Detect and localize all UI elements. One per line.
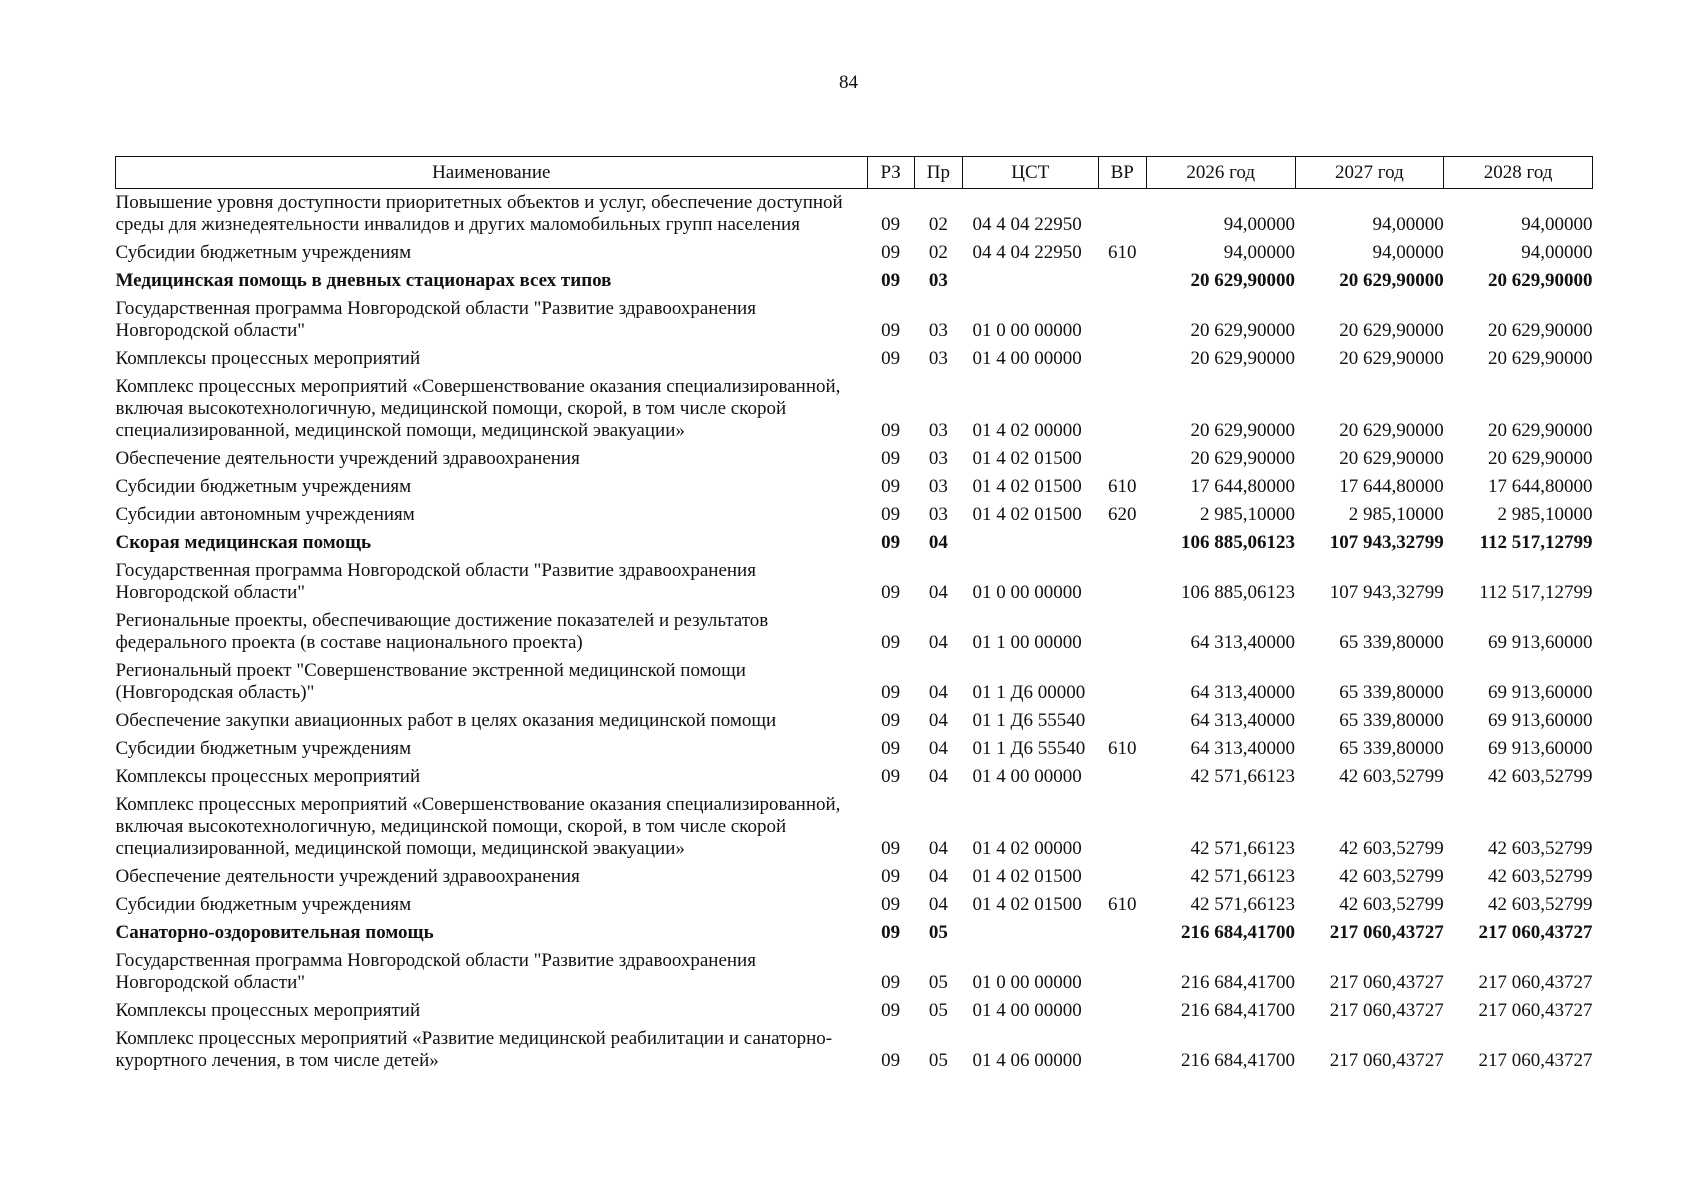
- row-vr: 610: [1107, 738, 1137, 759]
- row-2028: 20 629,90000: [1488, 348, 1593, 369]
- row-cst: [962, 267, 1098, 295]
- row-vr: [1098, 763, 1146, 791]
- header-2028: 2028 год: [1444, 157, 1593, 189]
- row-pr: 04: [928, 582, 948, 603]
- table-row: [116, 473, 1593, 501]
- row-rz: 09: [881, 242, 901, 263]
- row-cst: [962, 919, 1098, 947]
- row-cst: 04 4 04 22950: [972, 214, 1082, 235]
- row-pr: 04: [928, 632, 948, 653]
- table-row: [116, 445, 1593, 473]
- table-row: [116, 707, 1593, 735]
- row-name: Обеспечение деятельности учреждений здравоохранения: [115, 866, 580, 887]
- row-vr: 610: [1107, 242, 1137, 263]
- row-rz: 09: [881, 348, 901, 369]
- row-2026: 64 313,40000: [1190, 632, 1296, 653]
- header-cst: ЦСТ: [962, 157, 1098, 189]
- row-cst: 01 1 Д6 55540: [972, 710, 1086, 731]
- row-vr: 610: [1107, 476, 1137, 497]
- row-vr: [1098, 295, 1146, 345]
- row-name: Региональные проекты, обеспечивающие достижение показателей и результатов федерального проекта (в составе национального проекта): [115, 610, 769, 653]
- row-rz: 09: [881, 582, 901, 603]
- row-2028: 217 060,43727: [1478, 972, 1593, 993]
- row-pr: 03: [928, 348, 948, 369]
- row-rz: 09: [881, 894, 901, 915]
- row-cst: 01 4 02 01500: [972, 448, 1082, 469]
- row-2028: 42 603,52799: [1488, 766, 1593, 787]
- row-cst: 01 4 00 00000: [972, 766, 1082, 787]
- row-name: Медицинская помощь в дневных стационарах всех типов: [115, 270, 612, 291]
- table-row: [116, 189, 1593, 240]
- row-name: Обеспечение закупки авиационных работ в целях оказания медицинской помощи: [115, 710, 777, 731]
- row-pr: 05: [928, 1000, 948, 1021]
- row-2026: 20 629,90000: [1190, 320, 1296, 341]
- row-2027: 20 629,90000: [1339, 420, 1444, 441]
- row-2026: 20 629,90000: [1190, 448, 1296, 469]
- row-pr: 04: [928, 766, 948, 787]
- row-vr: [1098, 529, 1146, 557]
- header-pr: Пр: [914, 157, 962, 189]
- row-2027: 65 339,80000: [1339, 710, 1444, 731]
- row-pr: 03: [928, 420, 948, 441]
- row-2028: 217 060,43727: [1478, 922, 1593, 943]
- table-row: [116, 295, 1593, 345]
- table-row: [116, 791, 1593, 863]
- row-2028: 69 913,60000: [1488, 632, 1593, 653]
- table-header-row: [116, 157, 1593, 189]
- row-pr: 03: [928, 270, 948, 291]
- row-rz: 09: [881, 632, 901, 653]
- row-cst: 01 0 00 00000: [972, 972, 1082, 993]
- row-name: Государственная программа Новгородской области "Развитие здравоохранения Новгородской области": [115, 950, 756, 993]
- row-2027: 94,00000: [1372, 242, 1444, 263]
- row-vr: [1098, 1025, 1146, 1075]
- row-vr: [1098, 707, 1146, 735]
- row-2027: 17 644,80000: [1339, 476, 1444, 497]
- row-2026: 64 313,40000: [1190, 738, 1296, 759]
- row-pr: 03: [928, 476, 948, 497]
- table-row: [116, 891, 1593, 919]
- row-name: Субсидии бюджетным учреждениям: [115, 894, 412, 915]
- row-cst: 01 4 02 00000: [972, 420, 1082, 441]
- row-2027: 42 603,52799: [1339, 894, 1444, 915]
- row-pr: 03: [928, 504, 948, 525]
- row-2026: 42 571,66123: [1190, 894, 1296, 915]
- row-2028: 42 603,52799: [1488, 866, 1593, 887]
- header-vr: ВР: [1098, 157, 1146, 189]
- row-rz: 09: [881, 532, 901, 553]
- row-vr: 610: [1107, 894, 1137, 915]
- table-row: [116, 1025, 1593, 1075]
- row-2026: 216 684,41700: [1181, 972, 1296, 993]
- row-2026: 216 684,41700: [1181, 922, 1296, 943]
- row-cst: 01 1 Д6 55540: [972, 738, 1086, 759]
- row-2028: 94,00000: [1521, 214, 1593, 235]
- row-rz: 09: [881, 420, 901, 441]
- row-name: Региональный проект "Совершенствование экстренной медицинской помощи (Новгородская область)": [115, 660, 746, 703]
- row-vr: [1098, 657, 1146, 707]
- page-number: 84: [839, 72, 858, 93]
- row-name: Скорая медицинская помощь: [115, 532, 372, 553]
- row-2028: 69 913,60000: [1488, 682, 1593, 703]
- row-2028: 112 517,12799: [1479, 582, 1593, 603]
- row-pr: 04: [928, 838, 948, 859]
- row-vr: [1098, 345, 1146, 373]
- row-vr: [1098, 267, 1146, 295]
- row-pr: 04: [928, 532, 948, 553]
- row-rz: 09: [881, 766, 901, 787]
- row-2027: 107 943,32799: [1329, 532, 1444, 553]
- row-pr: 05: [928, 972, 948, 993]
- row-rz: 09: [881, 448, 901, 469]
- row-rz: 09: [881, 320, 901, 341]
- row-vr: [1098, 607, 1146, 657]
- row-2027: 20 629,90000: [1339, 270, 1444, 291]
- table-row: [116, 919, 1593, 947]
- row-2028: 20 629,90000: [1488, 448, 1593, 469]
- row-pr: 02: [928, 242, 948, 263]
- row-2027: 42 603,52799: [1339, 838, 1444, 859]
- row-2027: 94,00000: [1372, 214, 1444, 235]
- row-vr: [1098, 373, 1146, 445]
- row-name: Комплексы процессных мероприятий: [115, 1000, 421, 1021]
- table-body: [116, 189, 1593, 1076]
- row-name: Субсидии автономным учреждениям: [115, 504, 415, 525]
- row-cst: 01 4 02 00000: [972, 838, 1082, 859]
- row-name: Государственная программа Новгородской области "Развитие здравоохранения Новгородской области": [115, 560, 756, 603]
- row-name: Комплексы процессных мероприятий: [115, 348, 421, 369]
- row-2027: 217 060,43727: [1329, 1050, 1444, 1071]
- row-pr: 02: [928, 214, 948, 235]
- header-name: Наименование: [116, 157, 868, 189]
- row-2026: 94,00000: [1223, 242, 1296, 263]
- row-2026: 20 629,90000: [1190, 348, 1296, 369]
- row-name: Повышение уровня доступности приоритетных объектов и услуг, обеспечение доступной среды для жизнедеятельности инвалидов и других маломобильных групп населения: [115, 192, 843, 235]
- row-2027: 2 985,10000: [1348, 504, 1444, 525]
- row-name: Субсидии бюджетным учреждениям: [115, 242, 412, 263]
- row-2026: 42 571,66123: [1190, 866, 1296, 887]
- row-pr: 04: [928, 866, 948, 887]
- row-pr: 04: [928, 738, 948, 759]
- row-vr: [1098, 947, 1146, 997]
- row-rz: 09: [881, 1000, 901, 1021]
- header-2026: 2026 год: [1146, 157, 1295, 189]
- row-rz: 09: [881, 972, 901, 993]
- table-row: [116, 863, 1593, 891]
- row-vr: 620: [1107, 504, 1137, 525]
- table-row: [116, 607, 1593, 657]
- row-cst: 01 1 Д6 00000: [972, 682, 1086, 703]
- row-rz: 09: [881, 738, 901, 759]
- row-2026: 106 885,06123: [1181, 582, 1296, 603]
- header-rz: РЗ: [867, 157, 914, 189]
- row-rz: 09: [881, 682, 901, 703]
- row-rz: 09: [881, 1050, 901, 1071]
- row-2026: 20 629,90000: [1190, 420, 1296, 441]
- row-2027: 20 629,90000: [1339, 448, 1444, 469]
- row-rz: 09: [881, 476, 901, 497]
- row-cst: 01 0 00 00000: [972, 582, 1082, 603]
- row-name: Комплекс процессных мероприятий «Совершенствование оказания специализированной, включая высокотехнологичную, медицинской помощи, скорой, в том числе скорой специализированной, медицинской помощи, медицинской эвакуации»: [115, 376, 841, 441]
- row-2026: 42 571,66123: [1190, 838, 1296, 859]
- row-2027: 217 060,43727: [1329, 922, 1444, 943]
- row-2027: 42 603,52799: [1339, 766, 1444, 787]
- row-2027: 65 339,80000: [1339, 738, 1444, 759]
- row-2026: 2 985,10000: [1200, 504, 1296, 525]
- row-cst: 01 4 02 01500: [972, 894, 1082, 915]
- row-cst: 01 1 00 00000: [972, 632, 1082, 653]
- row-2026: 216 684,41700: [1181, 1000, 1296, 1021]
- row-2028: 20 629,90000: [1488, 270, 1593, 291]
- row-2027: 107 943,32799: [1329, 582, 1444, 603]
- table-row: [116, 735, 1593, 763]
- row-cst: 01 4 06 00000: [972, 1050, 1082, 1071]
- row-2028: 69 913,60000: [1488, 710, 1593, 731]
- table-row: [116, 267, 1593, 295]
- row-name: Субсидии бюджетным учреждениям: [115, 738, 412, 759]
- row-2028: 42 603,52799: [1488, 838, 1593, 859]
- row-name: Комплекс процессных мероприятий «Развитие медицинской реабилитации и санаторно-курортного лечения, в том числе детей»: [115, 1028, 833, 1071]
- table-row: [116, 345, 1593, 373]
- table-row: [116, 763, 1593, 791]
- row-rz: 09: [881, 922, 901, 943]
- row-cst: 04 4 04 22950: [972, 242, 1082, 263]
- row-rz: 09: [881, 710, 901, 731]
- row-2028: 217 060,43727: [1478, 1050, 1593, 1071]
- row-2027: 217 060,43727: [1329, 1000, 1444, 1021]
- row-2028: 20 629,90000: [1488, 420, 1593, 441]
- row-pr: 04: [928, 894, 948, 915]
- row-2026: 106 885,06123: [1181, 532, 1296, 553]
- row-pr: 05: [928, 922, 948, 943]
- row-vr: [1098, 445, 1146, 473]
- row-vr: [1098, 189, 1146, 240]
- row-cst: 01 4 00 00000: [972, 348, 1082, 369]
- row-cst: 01 4 00 00000: [972, 1000, 1082, 1021]
- row-cst: [962, 529, 1098, 557]
- row-pr: 03: [928, 448, 948, 469]
- row-cst: 01 4 02 01500: [972, 866, 1082, 887]
- row-2026: 64 313,40000: [1190, 682, 1296, 703]
- row-2026: 17 644,80000: [1190, 476, 1296, 497]
- row-2028: 69 913,60000: [1488, 738, 1593, 759]
- row-vr: [1098, 997, 1146, 1025]
- row-2028: 20 629,90000: [1488, 320, 1593, 341]
- row-rz: 09: [881, 504, 901, 525]
- row-cst: 01 4 02 01500: [972, 504, 1082, 525]
- row-2026: 64 313,40000: [1190, 710, 1296, 731]
- table-row: [116, 997, 1593, 1025]
- row-2028: 217 060,43727: [1478, 1000, 1593, 1021]
- table-row: [116, 529, 1593, 557]
- row-pr: 05: [928, 1050, 948, 1071]
- row-2027: 42 603,52799: [1339, 866, 1444, 887]
- row-2027: 217 060,43727: [1329, 972, 1444, 993]
- row-2028: 17 644,80000: [1488, 476, 1593, 497]
- table-row: [116, 557, 1593, 607]
- row-2028: 112 517,12799: [1479, 532, 1593, 553]
- row-name: Комплексы процессных мероприятий: [115, 766, 421, 787]
- table-row: [116, 373, 1593, 445]
- row-2028: 94,00000: [1521, 242, 1593, 263]
- row-cst: 01 4 02 01500: [972, 476, 1082, 497]
- row-vr: [1098, 919, 1146, 947]
- row-name: Субсидии бюджетным учреждениям: [115, 476, 412, 497]
- row-vr: [1098, 557, 1146, 607]
- row-name: Комплекс процессных мероприятий «Совершенствование оказания специализированной, включая высокотехнологичную, медицинской помощи, скорой, в том числе скорой специализированной, медицинской помощи, медицинской эвакуации»: [115, 794, 841, 859]
- row-pr: 04: [928, 710, 948, 731]
- row-name: Санаторно-оздоровительная помощь: [115, 922, 434, 943]
- row-vr: [1098, 791, 1146, 863]
- row-2027: 20 629,90000: [1339, 320, 1444, 341]
- row-pr: 03: [928, 320, 948, 341]
- budget-table: [115, 156, 1593, 1075]
- row-2026: 42 571,66123: [1190, 766, 1296, 787]
- row-2027: 20 629,90000: [1339, 348, 1444, 369]
- row-rz: 09: [881, 866, 901, 887]
- row-2026: 94,00000: [1223, 214, 1296, 235]
- table-row: [116, 239, 1593, 267]
- row-2028: 2 985,10000: [1497, 504, 1593, 525]
- row-vr: [1098, 863, 1146, 891]
- table-row: [116, 657, 1593, 707]
- row-2027: 65 339,80000: [1339, 682, 1444, 703]
- row-rz: 09: [881, 838, 901, 859]
- row-2026: 20 629,90000: [1190, 270, 1296, 291]
- row-pr: 04: [928, 682, 948, 703]
- row-2028: 42 603,52799: [1488, 894, 1593, 915]
- row-rz: 09: [881, 214, 901, 235]
- table-row: [116, 501, 1593, 529]
- row-2026: 216 684,41700: [1181, 1050, 1296, 1071]
- row-cst: 01 0 00 00000: [972, 320, 1082, 341]
- table-row: [116, 947, 1593, 997]
- row-name: Обеспечение деятельности учреждений здравоохранения: [115, 448, 580, 469]
- row-2027: 65 339,80000: [1339, 632, 1444, 653]
- row-rz: 09: [881, 270, 901, 291]
- header-2027: 2027 год: [1295, 157, 1444, 189]
- row-name: Государственная программа Новгородской области "Развитие здравоохранения Новгородской области": [115, 298, 756, 341]
